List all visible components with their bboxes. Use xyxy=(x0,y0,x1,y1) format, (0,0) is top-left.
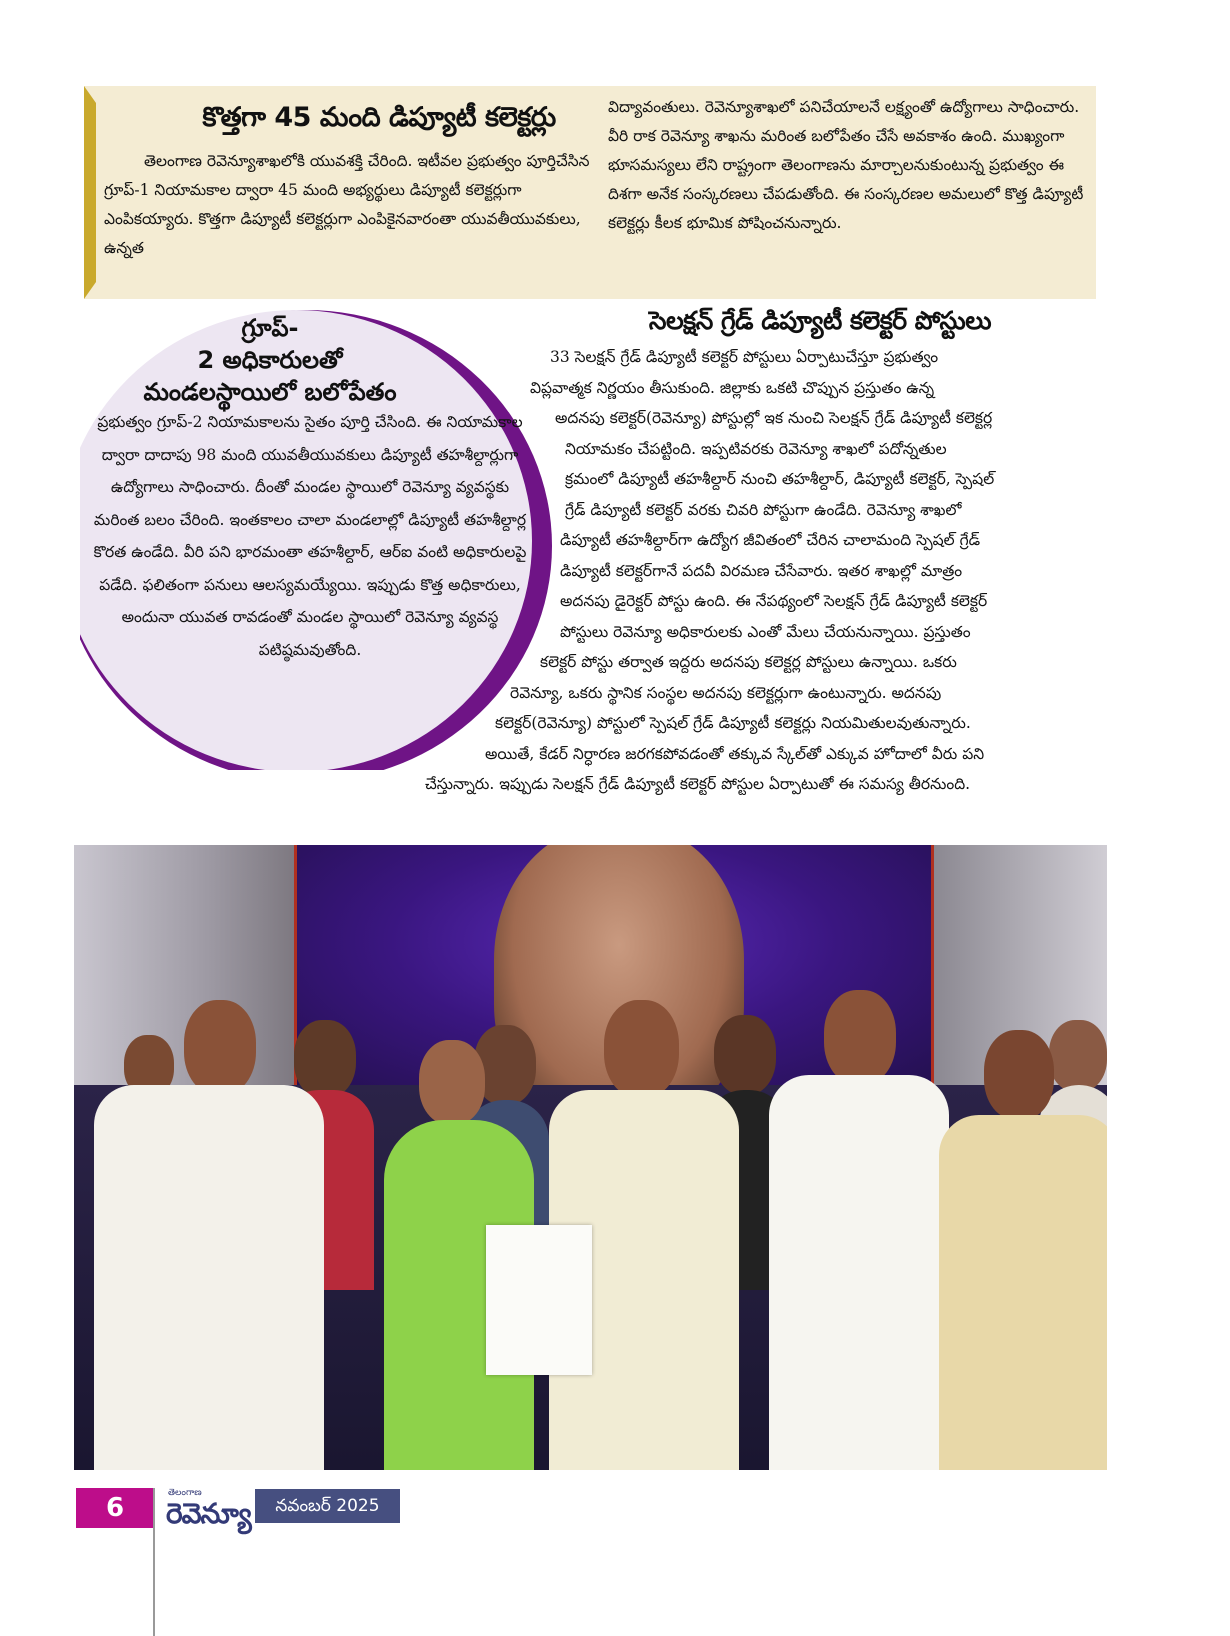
article-line: కలెక్టర్ పోస్టు తర్వాత ఇద్దరు అదనపు కలెక్టర్ల పోస్టులు ఉన్నాయి. ఒకరు xyxy=(540,653,957,671)
intro-article-title: కొత్తగా 45 మంది డిప్యూటీ కలెక్టర్లు xyxy=(202,102,556,133)
article-line: గ్రేడ్ డిప్యూటీ కలెక్టర్ వరకు చివరి పోస్టుగా ఉండేది. రెవెన్యూ శాఖలో xyxy=(565,500,962,519)
selection-grade-article-title: సెలక్షన్ గ్రేడ్ డిప్యూటీ కలెక్టర్ పోస్టులు xyxy=(648,306,992,335)
article-line: విప్లవాత్మక నిర్ణయం తీసుకుంది. జిల్లాకు ఒకటి చొప్పున ప్రస్తుతం ఉన్న xyxy=(530,378,935,397)
intro-article-text-right: విద్యావంతులు. రెవెన్యూశాఖలో పనిచేయాలనే లక్ష్యంతో ఉద్యోగాలు సాధించారు. వీరి రాక రెవెన్యూ శాఖను మరింత బలోపేతం చేసే అవకాశం ఉంది. ముఖ్యంగా భూసమస్యలు లేని రాష్ట్రంగా తెలంగాణను మార్చాలనుకుంటున్న ప్రభుత్వం ఈ దిశగా అనేక సంస్కరణలు చేపడుతోంది. ఈ సంస్కరణల అమలులో కొత్త డిప్యూటీ కలెక్టర్లు కీలక భూమిక పోషించనున్నారు. xyxy=(608,98,1084,232)
article-line: డిప్యూటీ తహశీల్దార్‌గా ఉద్యోగ జీవితంలో చేరిన చాలామంది స్పెషల్ గ్రేడ్ xyxy=(560,531,981,549)
article-line: అదనపు డైరెక్టర్ పోస్టు ఉంది. ఈ నేపథ్యంలో సెలక్షన్ గ్రేడ్ డిప్యూటీ కలెక్టర్ xyxy=(560,592,988,610)
article-line: కలెక్టర్(రెవెన్యూ) పోస్టులో స్పెషల్ గ్రేడ్ డిప్యూటీ కలెక్టర్లు నియమితులవుతున్నారు. xyxy=(495,714,971,732)
event-photo xyxy=(74,845,1107,1470)
article-line: పోస్టులు రెవెన్యూ అధికారులకు ఎంతో మేలు చేయనున్నాయి. ప్రస్తుతం xyxy=(560,622,971,641)
magazine-logo-title: రెవెన్యూ xyxy=(166,1497,251,1530)
article-line: క్రమంలో డిప్యూటీ తహశీల్దార్ నుంచి తహశీల్దార్, డిప్యూటీ కలెక్టర్, స్పెషల్ xyxy=(565,470,995,488)
article-line: డిప్యూటీ కలెక్టర్‌గానే పదవీ విరమణ చేసేవారు. ఇతర శాఖల్లో మాత్రం xyxy=(560,561,963,580)
magazine-logo-subtitle: తెలంగాణ xyxy=(168,1488,202,1498)
group2-title-line: 2 అధికారులతో xyxy=(197,346,343,374)
page-number-badge: 6 xyxy=(76,1488,154,1528)
article-line: రెవెన్యూ, ఒకరు స్థానిక సంస్థల అదనపు కలెక్టర్లుగా ఉంటున్నారు. అదనపు xyxy=(510,683,942,702)
article-line: అయితే, కేడర్ నిర్ధారణ జరగకపోవడంతో తక్కువ స్కేల్‌తో ఎక్కువ హోదాలో వీరు పని xyxy=(485,744,985,763)
intro-article-text-left: తెలంగాణ రెవెన్యూశాఖలోకి యువశక్తి చేరింది. ఇటీవల ప్రభుత్వం పూర్తిచేసిన గ్రూప్-1 నియామకాల ద్వారా 45 మంది అభ్యర్థులు డిప్యూటీ కలెక్టర్లుగా ఎంపికయ్యారు. కొత్తగా డిప్యూటీ కలెక్టర్లుగా ఎంపికైనవారంతా యువతీయువకులు, ఉన్నత xyxy=(104,152,590,257)
issue-date-badge: నవంబర్ 2025 xyxy=(255,1489,400,1523)
intro-article-box xyxy=(84,86,1096,299)
group2-article-text: ప్రభుత్వం గ్రూప్-2 నియామకాలను సైతం పూర్తి చేసింది. ఈ నియామకాల ద్వారా దాదాపు 98 మంది యువతీయువకులు డిప్యూటీ తహశీల్దార్లుగా ఉద్యోగాలు సాధించారు. దీంతో మండల స్థాయిలో రెవెన్యూ వ్యవస్థకు మరింత బలం చేరింది. ఇంతకాలం చాలా మండలాల్లో డిప్యూటీ తహశీల్దార్ల కొరత ఉండేది. వీరి పని భారమంతా తహశీల్దార్, ఆర్ఐ వంటి అధికారులపై పడేది. ఫలితంగా పనులు ఆలస్యమయ్యేయి. ఇప్పుడు కొత్త అధికారులు, అందునా యువత రావడంతో మండల స్థాయిలో రెవెన్యూ వ్యవస్థ పటిష్ఠమవుతోంది. xyxy=(93,413,527,659)
footer-divider xyxy=(153,1488,155,1636)
group2-title-line: గ్రూప్- xyxy=(241,314,299,342)
article-line: నియామకం చేపట్టింది. ఇప్పటివరకు రెవెన్యూ శాఖలో పదోన్నతుల xyxy=(565,439,947,458)
article-line: చేస్తున్నారు. ఇప్పుడు సెలక్షన్ గ్రేడ్ డిప్యూటీ కలెక్టర్ పోస్టుల ఏర్పాటుతో ఈ సమస్య తీరనుంది. xyxy=(425,775,971,793)
article-line: 33 సెలక్షన్ గ్రేడ్ డిప్యూటీ కలెక్టర్ పోస్టులు ఏర్పాటుచేస్తూ ప్రభుత్వం xyxy=(550,348,939,366)
certificate-document xyxy=(486,1225,592,1375)
article-line: అదనపు కలెక్టర్(రెవెన్యూ) పోస్టుల్లో ఇక నుంచి సెలక్షన్ గ్రేడ్ డిప్యూటీ కలెక్టర్ల xyxy=(555,409,993,427)
selection-grade-article-text xyxy=(420,342,1110,800)
group2-title-line: మండలస్థాయిలో బలోపేతం xyxy=(143,378,397,406)
gold-accent-bar xyxy=(84,86,96,299)
group2-article-title xyxy=(80,312,460,408)
